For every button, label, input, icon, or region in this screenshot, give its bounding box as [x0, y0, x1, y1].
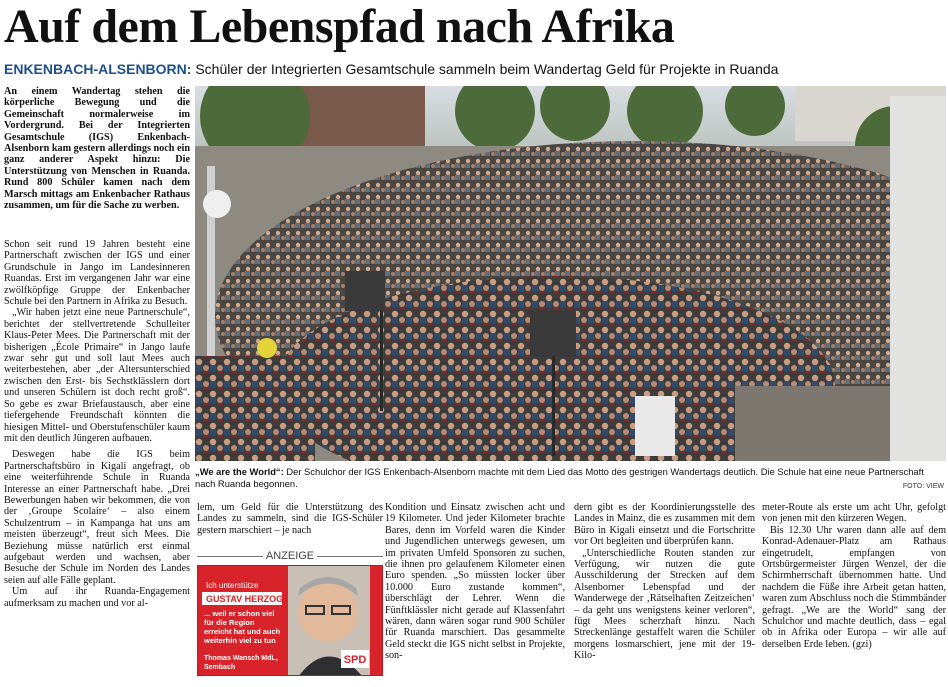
ad-candidate-name: GUSTAV HERZOG [206, 594, 284, 604]
column-5 [762, 502, 946, 650]
col3-paragraph-1: Kondition und Einsatz zwischen acht und 19 Kilometer. Und jeder Kilometer brachte Bares, denn im Vorfeld waren die Kinder und Jugendlichen unterwegs gewesen, um im privaten Umfeld Sponsoren zu suchen, die ihnen pro gelaufenem Kilometer einen Euro spenden. „So müssten locker über 10.000 Euro zustande kommen“, überschlägt der Lehrer. Wenn die Fünftklässler nicht gerade auf Klassenfahrt wären, dann wären sogar rund 900 Schüler für Ruanda marschiert. Das gesammelte Geld steckt die IGS nicht selbst in Projekte, son- [385, 502, 565, 662]
ad-label-row [197, 550, 383, 562]
col1-paragraph-1: Schon seit rund 19 Jahren besteht eine Partnerschaft zwischen der IGS und einer Grundschule in Jango im Landesinneren Ruandas. Erst im vergangenen Jahr war eine zwölfköpfige Gruppe der Enkenbacher Schule bei den Partnern in Afrika zu Besuch. [4, 239, 190, 308]
party-logo: SPD [343, 654, 367, 666]
subline-location: ENKENBACH-ALSENBORN: [4, 61, 192, 77]
col1-paragraph-2: „Wir haben jetzt eine neue Partnerschule“, berichtet der stellvertretende Schulleiter Klaus-Peter Mees. Die Partnerschaft mit der bisherigen „École Primaire“ in Jango laufe zwar sehr gut und soll laut Mees auch weiterbestehen, aber „der Altersunterschied zwischen den Erst- bis Sechstklässlern dort und unseren Schülern ist doch recht groß“. So gebe es zwar Briefaustausch, aber eine tiefergehende Freundschaft könnten die hiesigen Mittel- und Oberstufenschüler kaum mit den deutlich Jüngeren aufbauen. [4, 307, 190, 444]
lead-paragraph: An einem Wandertag stehen die körperliche Bewegung und die Gemeinschaft normalerweise im Vordergrund. Bei der Integrierten Gesamtschule (IGS) Enkenbach-Alsenborn kam gestern allerdings noch ein ganz anderer Aspekt hinzu: Die Unterstützung von Menschen in Ruanda. Rund 800 Schüler kamen nach dem Marsch mittags am Enkenbacher Rathaus zusammen, um für die Sache zu werben. [4, 86, 190, 212]
col1-paragraph-4: Um auf ihr Ruanda-Engagement aufmerksam zu machen und vor al- [4, 586, 190, 609]
column-1 [4, 239, 190, 609]
ad-person: Thomas Wansch MdL, [204, 655, 278, 662]
subline [4, 60, 778, 78]
col5-paragraph-2: Bis 12.30 Uhr waren dann alle auf dem Konrad-Adenauer-Platz am Rathaus eingetrudelt, empfangen von Ortsbürgermeister Jürgen Wenzel, der die Schirmherrschaft übernommen hatte. Und nachdem die Füße ihre Arbeit getan hatten, waren zum Abschluss noch die Stimmbänder gefragt. „We are the World“ sang der Schulchor und machte deutlich, dass – egal ob in Afrika oder Europa – wir alle auf derselben Erde leben. (gzi) [762, 524, 946, 650]
photo-credit: FOTO: VIEW [902, 483, 944, 490]
ad-person-place: Sembach [204, 664, 236, 671]
column-3 [385, 502, 565, 662]
subline-text: Schüler der Integrierten Gesamtschule sammeln beim Wandertag Geld für Projekte in Ruanda [195, 61, 779, 77]
col1-paragraph-3: Deswegen habe die IGS beim Partnerschaftsbüro in Kigali angefragt, ob eine weiterführende Schule in Ruanda Interesse an einer Partnerschaft habe. „Drei Bewerbungen haben wir bekommen, die von der ‚Groupe Scolaire‘ – also einem Schulzentrum – in Kampanga hat uns am meisten überzeugt“, freut sich Mees. Die Beziehung müsse natürlich erst einmal aufgebaut werden und wachsen, aber Besuche der Schule im Norden des Landes seien auf alle Fälle geplant. [4, 449, 190, 586]
col4-paragraph-2: „Unterschiedliche Routen standen zur Verfügung, wir nutzen die gute Ausschilderung der Strecken auf dem Alsenborner Lebenspfad und der Wanderwege der ‚Rätselhaften Zeitzeichen‘ – da geht uns wenigstens keiner verloren“, fügt Mees scherzhaft hinzu. Nach Streckenlänge gestaffelt waren die Schüler morgens losmarschiert, jene mit der 19-Kilo- [574, 547, 755, 662]
col2-paragraph-1: lem, um Geld für die Unterstützung des Landes zu sammeln, sind die IGS-Schüler gestern marschiert – je nach [197, 502, 383, 536]
ad-quote: ... weil er schon viel für die Region erreicht hat und auch weiterhin viel zu tun [204, 609, 281, 645]
ad-divider-left [197, 556, 263, 557]
choir-photo [195, 86, 946, 461]
column-4 [574, 502, 755, 662]
ad-small-text: Ich unterstütze [206, 581, 259, 590]
column-2 [197, 502, 383, 536]
caption-text: Der Schulchor der IGS Enkenbach-Alsenborn machte mit dem Lied das Motto des gestrigen Wandertags deutlich. Die Schule hat eine neue Partnerschaft nach Ruanda begonnen. [195, 466, 924, 489]
ad-divider-right [317, 556, 383, 557]
photo-caption [195, 466, 935, 489]
ad-artwork [198, 566, 383, 676]
caption-title: „We are the World“: [195, 466, 284, 477]
ad-label: ANZEIGE [265, 550, 315, 562]
col5-paragraph-1: meter-Route als erste um acht Uhr, gefolgt von jenen mit den kürzeren Wegen. [762, 502, 946, 525]
advertisement[interactable] [197, 565, 383, 676]
col4-paragraph-1: dern gibt es der Koordinierungsstelle des Landes in Mainz, die es zusammen mit dem Büro in Kigali einsetzt und die Fortschritte vor Ort begleiten und überprüfen kann. [574, 502, 755, 548]
headline: Auf dem Lebenspfad nach Afrika [4, 0, 675, 53]
photo-illustration [195, 86, 946, 461]
